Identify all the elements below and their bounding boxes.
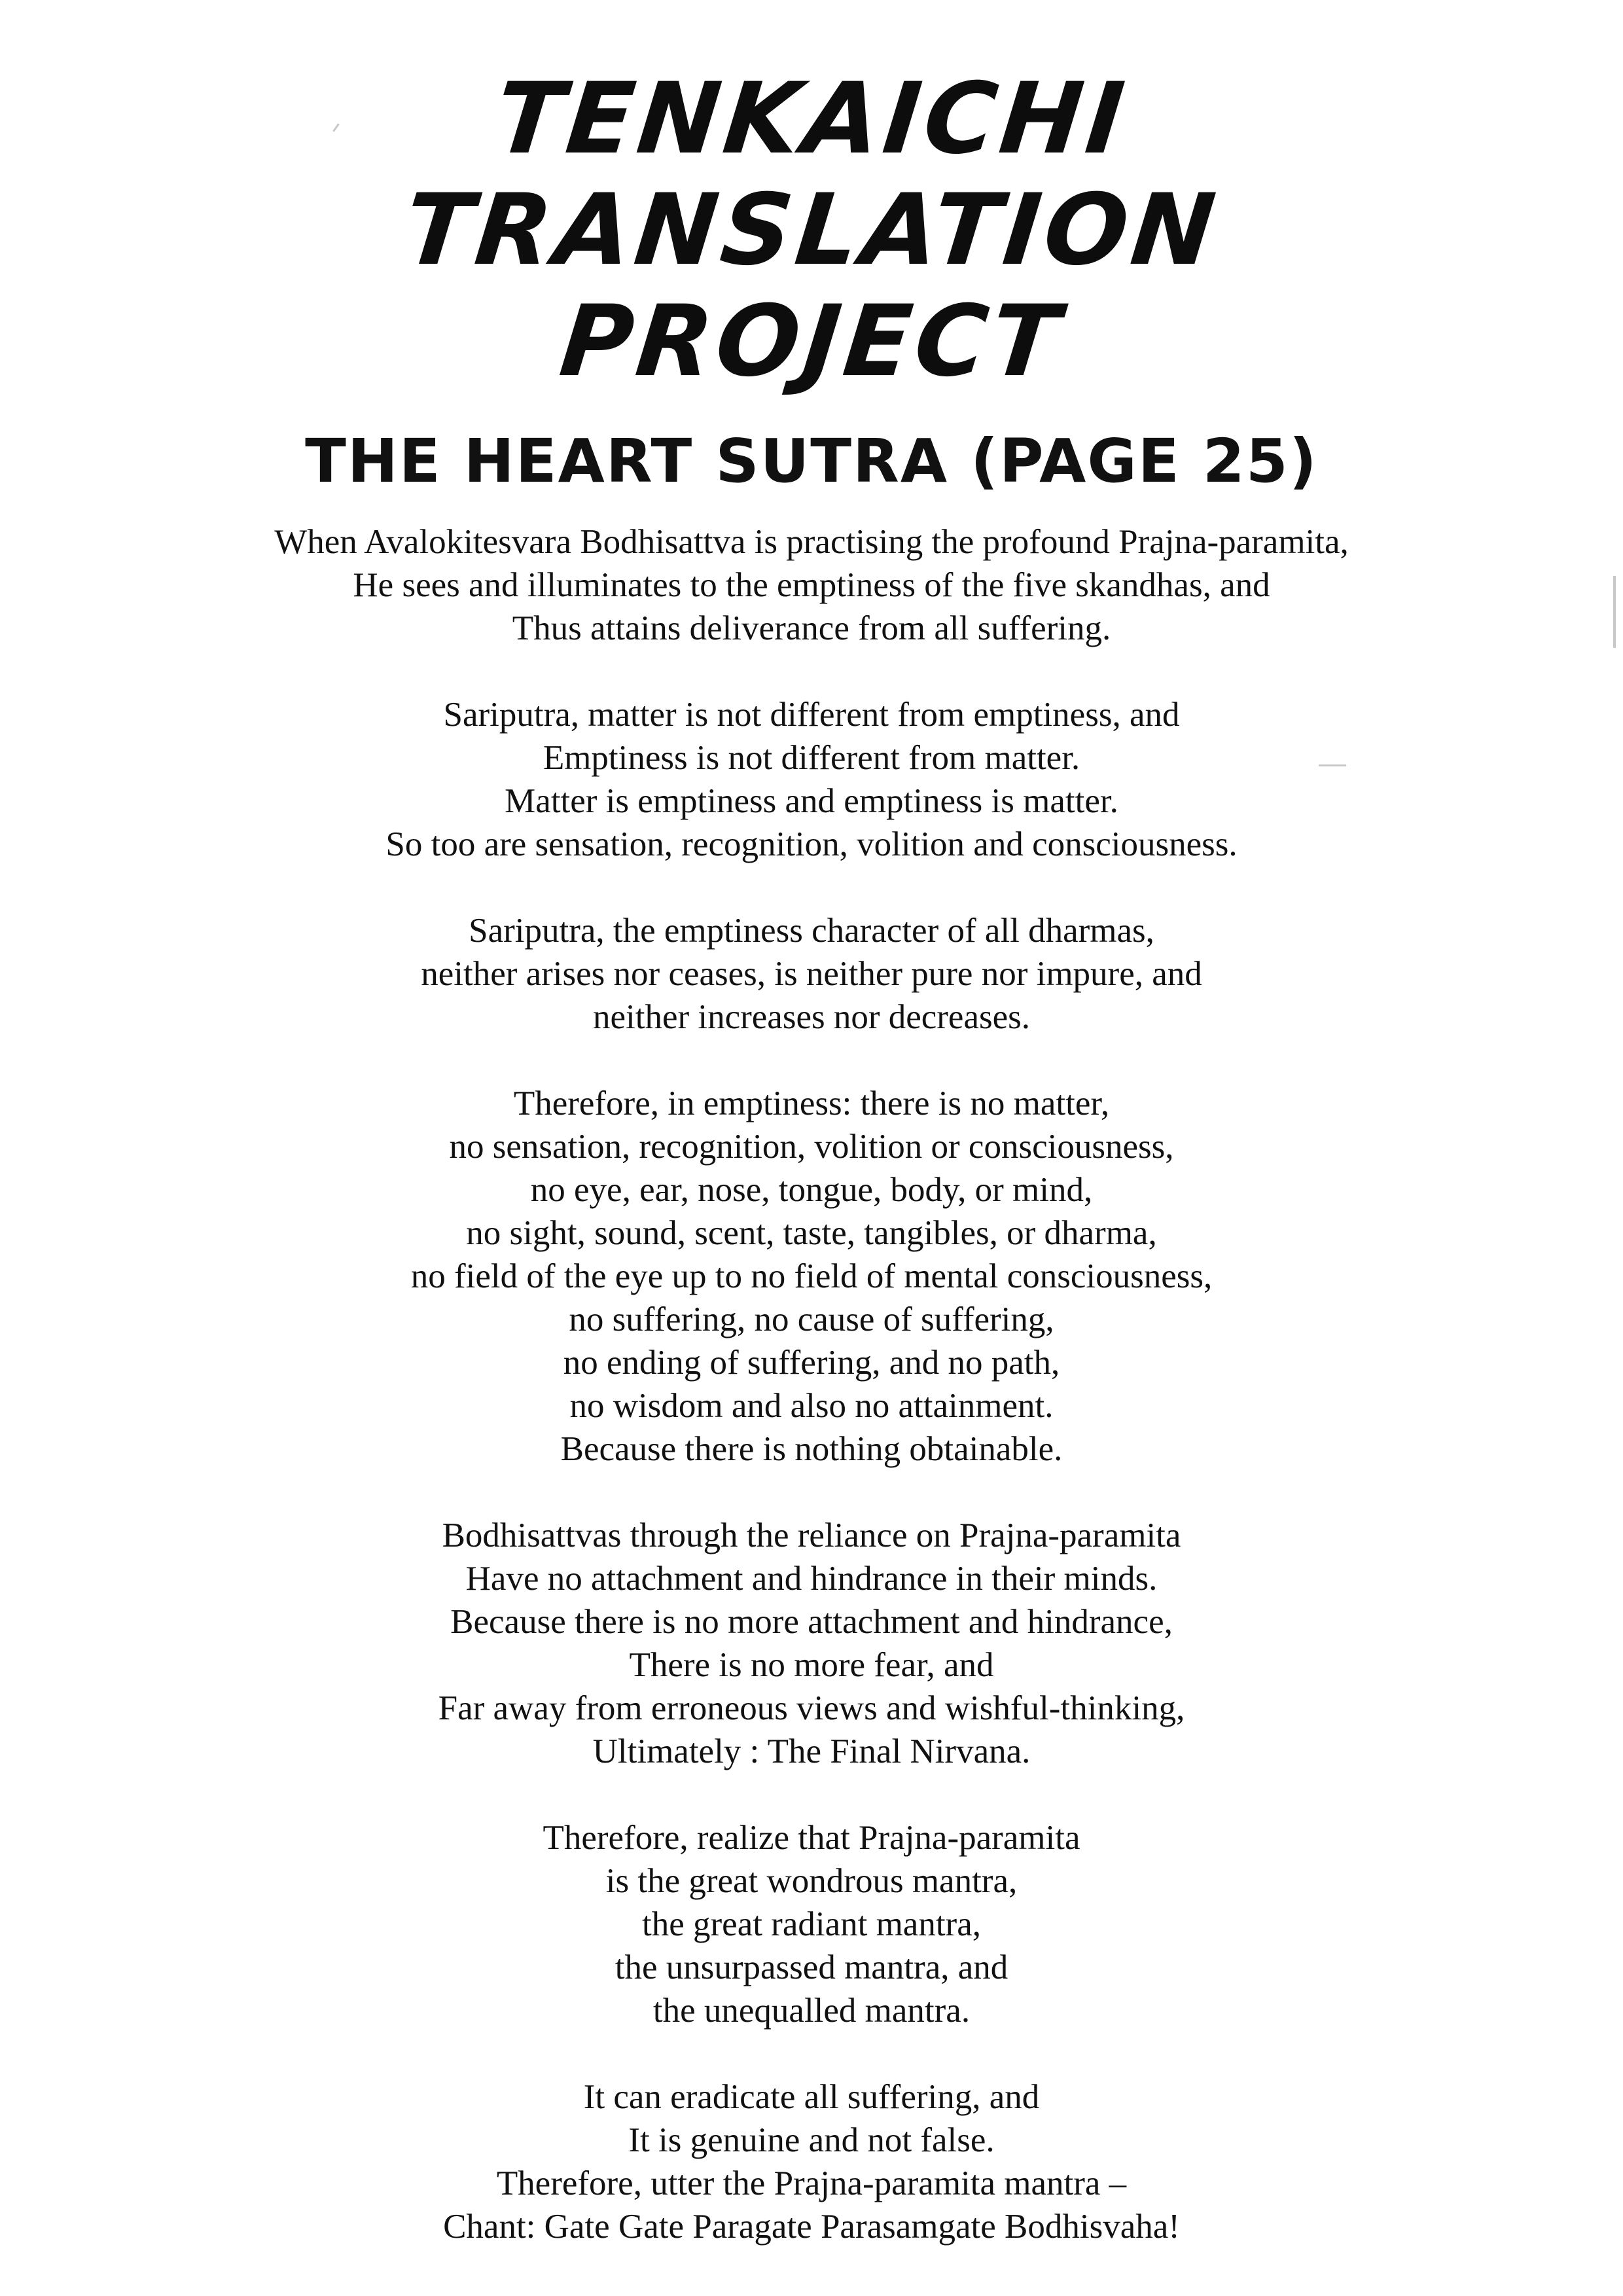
text-line: Ultimately : The Final Nirvana. (592, 1732, 1031, 1770)
text-line: Sariputra, the emptiness character of all dharmas, (469, 912, 1154, 950)
text-line: Thus attains deliverance from all suffering. (512, 609, 1111, 647)
text-line: no sensation, recognition, volition or consciousness, (449, 1128, 1174, 1166)
text-line: Therefore, in emptiness: there is no matter, (513, 1085, 1110, 1122)
text-line: Therefore, realize that Prajna-paramita (543, 1819, 1080, 1857)
text-line: the unequalled mantra. (652, 1992, 971, 2030)
text-line: neither arises nor ceases, is neither pure nor impure, and (421, 955, 1202, 993)
stanza (131, 520, 1492, 650)
text-line: Emptiness is not different from matter. (543, 739, 1080, 777)
stanza (131, 693, 1492, 866)
stanza (131, 1514, 1492, 1773)
stanza (131, 1082, 1492, 1471)
text-line: no suffering, no cause of suffering, (569, 1300, 1054, 1338)
text-line: So too are sensation, recognition, volition and consciousness. (385, 825, 1238, 863)
text-line: no ending of suffering, and no path, (563, 1344, 1060, 1382)
text-line: the great radiant mantra, (642, 1905, 981, 1943)
text-line: Chant: Gate Gate Paragate Parasamgate Bodhisvaha! (443, 2208, 1180, 2246)
text-line: Matter is emptiness and emptiness is matter. (505, 782, 1118, 820)
text-line: the unsurpassed mantra, and (615, 1948, 1008, 1986)
text-line: There is no more fear, and (629, 1646, 994, 1684)
stanza (131, 909, 1492, 1039)
text-line: Sariputra, matter is not different from emptiness, and (443, 696, 1180, 734)
text-line: When Avalokitesvara Bodhisattva is practising the profound Prajna-paramita, (274, 523, 1349, 561)
text-line: It is genuine and not false. (628, 2121, 995, 2159)
text-line: no sight, sound, scent, taste, tangibles, or dharma, (466, 1214, 1157, 1252)
text-line: no wisdom and also no attainment. (569, 1387, 1054, 1425)
text-line: Because there is nothing obtainable. (560, 1430, 1063, 1468)
text-line: is the great wondrous mantra, (605, 1862, 1018, 1900)
scan-speck (1319, 764, 1346, 766)
scan-speck (1613, 576, 1616, 648)
page-subtitle: THE HEART SUTRA (PAGE 25) (305, 426, 1318, 496)
text-line: Have no attachment and hindrance in their minds. (465, 1560, 1158, 1598)
stanza (131, 1816, 1492, 2032)
text-line: Because there is no more attachment and hindrance, (450, 1603, 1173, 1641)
sutra-text (131, 520, 1492, 2248)
text-line: no field of the eye up to no field of mental consciousness, (410, 1257, 1213, 1295)
text-line: Bodhisattvas through the reliance on Prajna-paramita (442, 1516, 1181, 1554)
brand-title-line-1: TENKAICHI (490, 62, 1133, 176)
stanza (131, 2075, 1492, 2248)
text-line: It can eradicate all suffering, and (583, 2078, 1040, 2116)
text-line: He sees and illuminates to the emptiness of the five skandhas, and (353, 566, 1270, 604)
text-line: Far away from erroneous views and wishful-thinking, (438, 1689, 1185, 1727)
text-line: Therefore, utter the Prajna-paramita mantra – (496, 2164, 1127, 2202)
brand-title-line-3: PROJECT (555, 285, 1069, 399)
text-line: no eye, ear, nose, tongue, body, or mind, (530, 1171, 1093, 1209)
brand-title-line-2: TRANSLATION (399, 173, 1224, 287)
text-line: neither increases nor decreases. (592, 998, 1031, 1036)
